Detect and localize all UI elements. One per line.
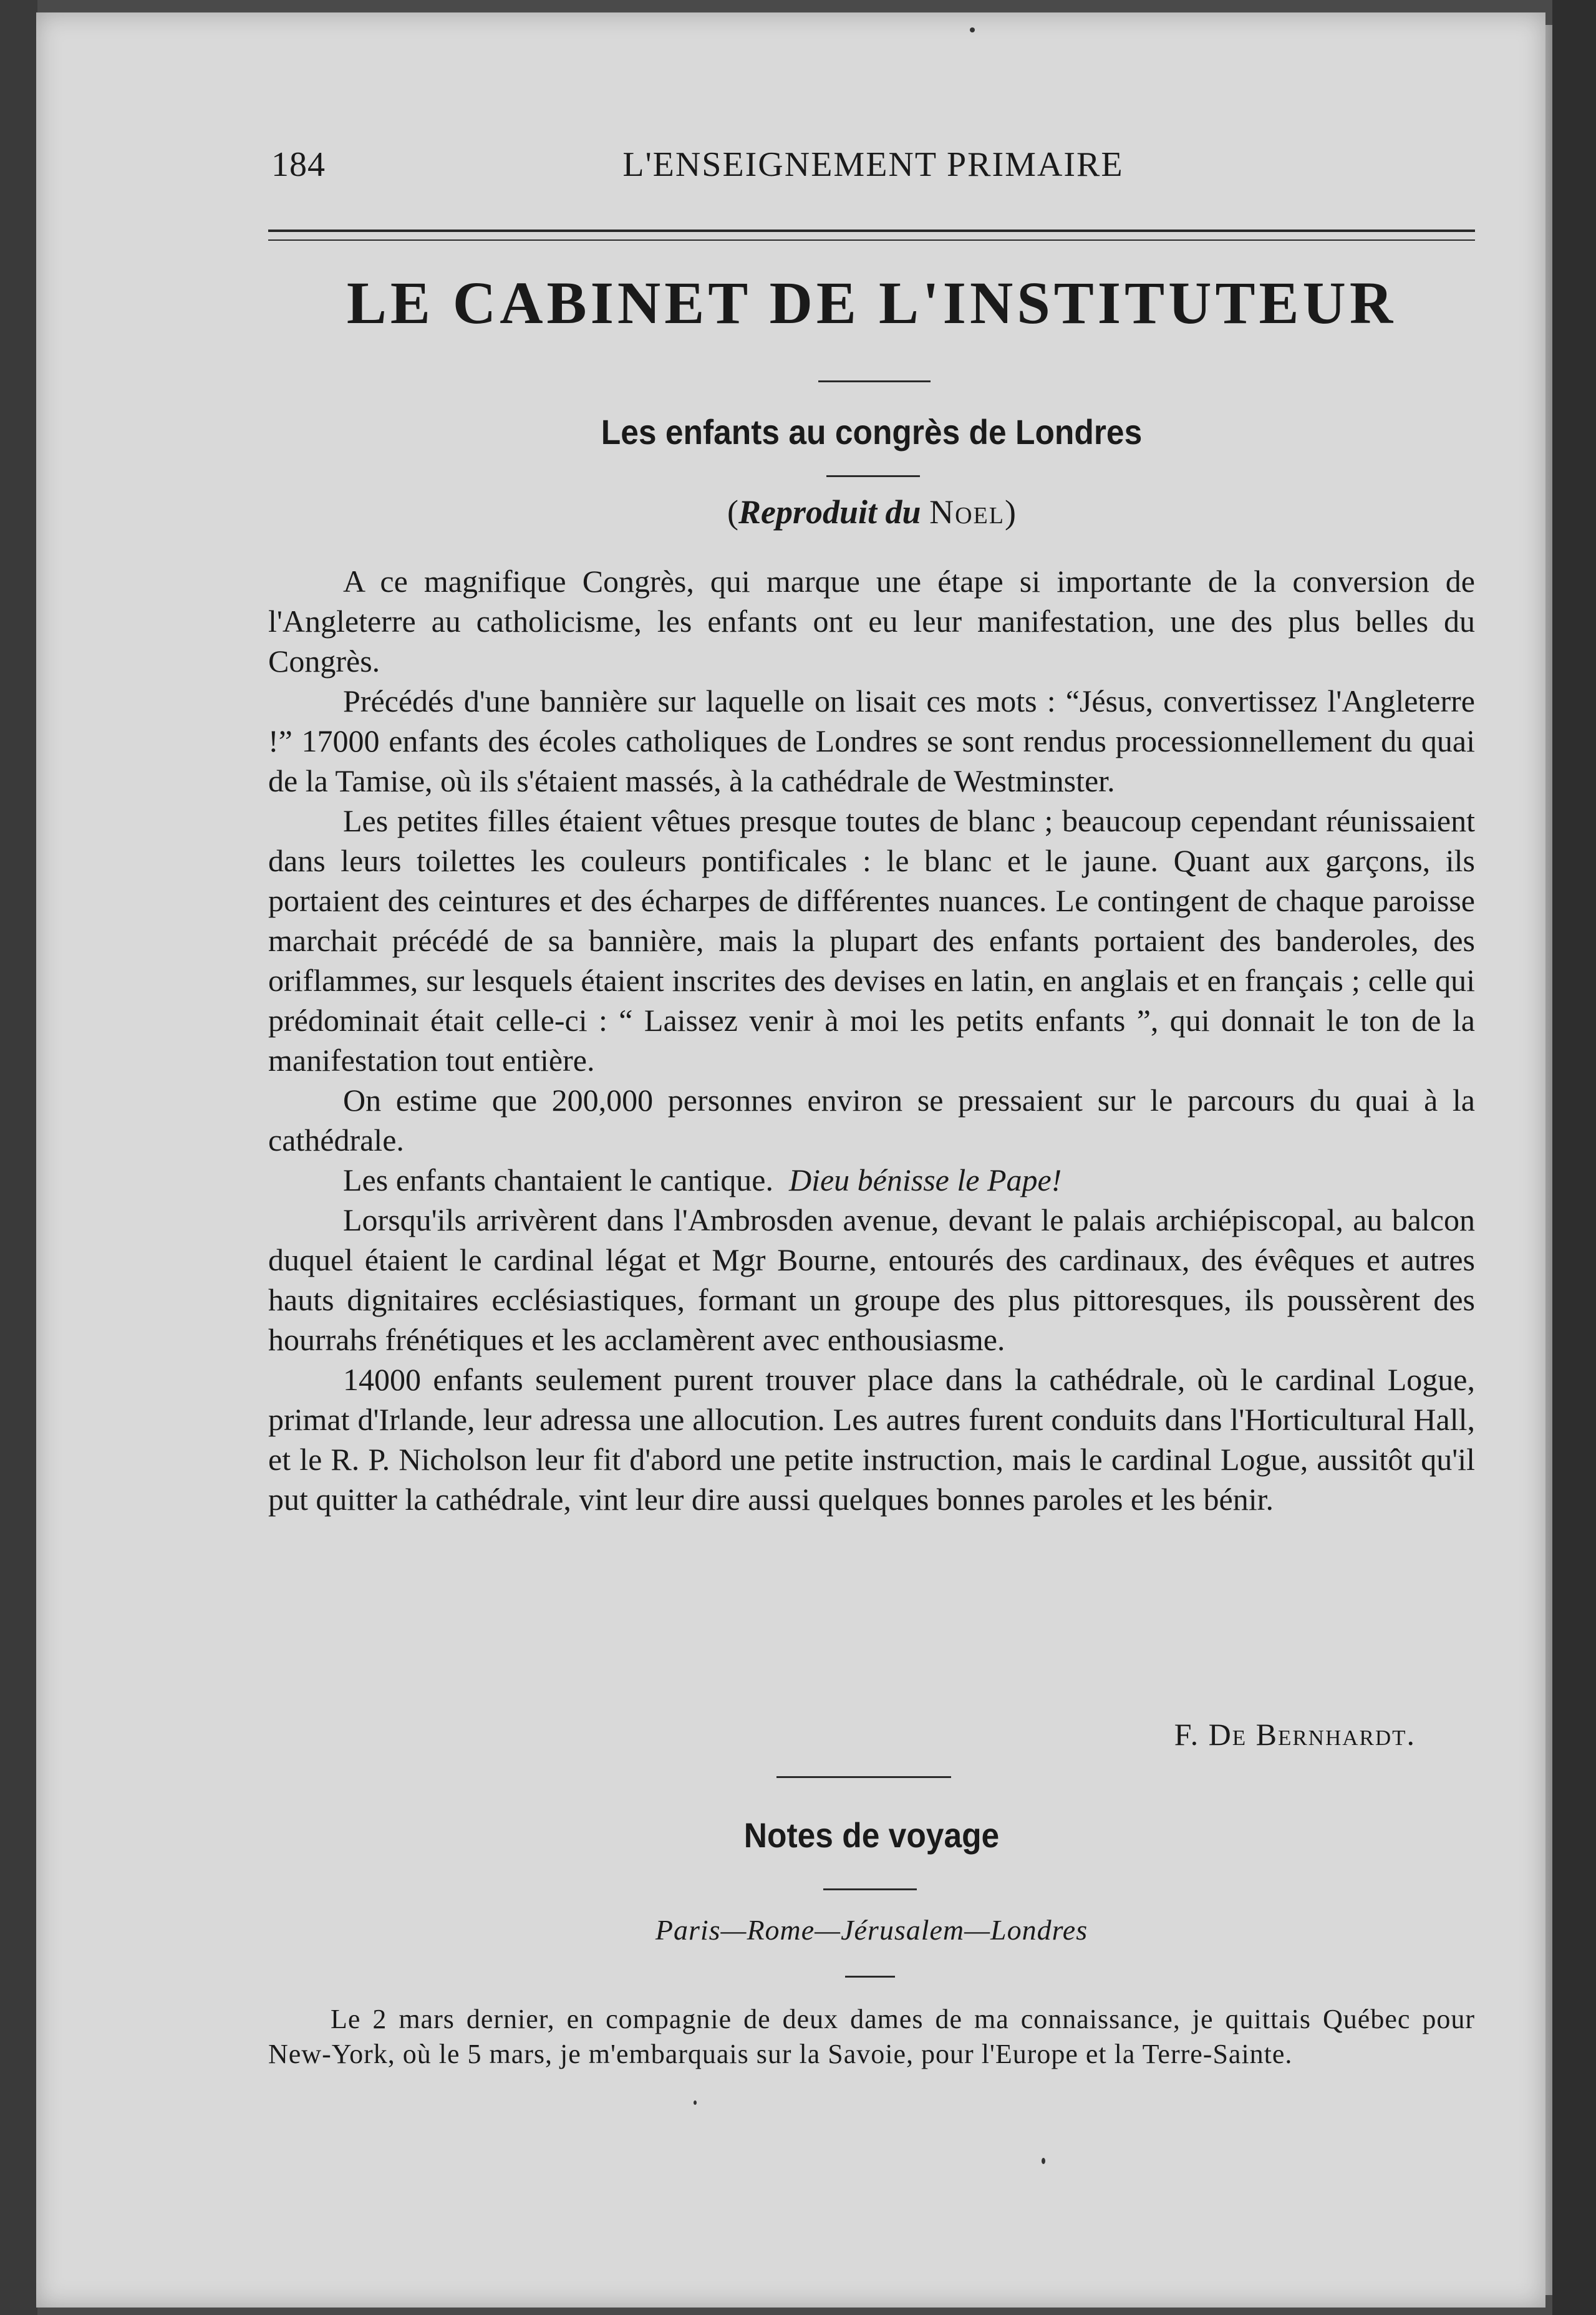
paragraph: Précédés d'une bannière sur laquelle on lisait ces mots : “Jésus, convertissez l'Angleterre !” 17000 enfants des écoles catholiques de Londres se sont rendus processionnellement du quai de la Tamise, où ils s'étaient massés, à la cathédrale de Westminster. xyxy=(268,684,1475,798)
article-separator xyxy=(776,1776,951,1778)
subtitle-divider xyxy=(826,475,920,477)
source-open: ( xyxy=(727,493,739,531)
title-divider xyxy=(818,380,931,382)
scan-speck xyxy=(970,27,975,32)
chant-title: Dieu bénisse le Pape! xyxy=(788,1162,1062,1197)
paragraph: Les petites filles étaient vêtues presque toutes de blanc ; beaucoup cependant réunissaient dans leurs toilettes les couleurs pontificales : le blanc et le jaune. Quant aux garçons, ils portaient des ceintures et des écharpes de différentes nuances. Le contingent de chaque paroisse marchait précédé de sa bannière, mais la plupart des enfants portaient des banderoles, des oriflammes, sur lesquels étaient inscrites des devises en latin, en anglais et en français ; celle qui prédominait était celle-ci : “ Laissez venir à moi les petits enfants ”, qui donnait le ton de la manifestation tout entière. xyxy=(268,803,1475,1078)
paragraph-chant xyxy=(268,1160,1475,1200)
author-signature: F. De Bernhardt. xyxy=(1174,1717,1416,1752)
article2-body xyxy=(268,2002,1475,2072)
route-divider xyxy=(845,1976,895,1978)
paragraph: 14000 enfants seulement purent trouver place dans la cathédrale, où le cardinal Logue, primat d'Irlande, leur adressa une allocution. Les autres furent conduits dans l'Horticultural Hall, et le R. P. Nicholson leur fit d'abord une petite instruction, mais le cardinal Logue, aussitôt qu'il put quitter la cathédrale, vint leur dire aussi quelques bonnes paroles et les bénir. xyxy=(268,1362,1475,1517)
source-italic: Reproduit du xyxy=(738,493,921,531)
source-close: ) xyxy=(1004,493,1016,531)
article-source xyxy=(268,493,1475,531)
scan-speck xyxy=(694,2100,697,2105)
article2-title: Notes de voyage xyxy=(743,1815,1000,1855)
travel-route: Paris—Rome—Jérusalem—Londres xyxy=(655,1914,1088,1946)
header-double-rule xyxy=(268,230,1475,241)
paragraph: Lorsqu'ils arrivèrent dans l'Ambrosden avenue, devant le palais archiépiscopal, au balcon duquel étaient le cardinal légat et Mgr Bourne, entourés des cardinaux, des évêques et autres hauts dignitaires ecclésiastiques, formant un groupe des plus pittoresques, ils poussèrent des hourrahs frénétiques et les acclamèrent avec enthousiasme. xyxy=(268,1202,1475,1357)
section-title: LE CABINET DE L'INSTITUTEUR xyxy=(346,269,1397,336)
scan-border-left xyxy=(0,0,37,2315)
page-number: 184 xyxy=(271,145,326,184)
paragraph: A ce magnifique Congrès, qui marque une étape si importante de la conversion de l'Angleterre au catholicisme, les enfants ont eu leur manifestation, une des plus belles du Congrès. xyxy=(268,564,1475,679)
chant-text: Les enfants chantaient le cantique. xyxy=(343,1162,773,1197)
paragraph: On estime que 200,000 personnes environ se pressaient sur le parcours du quai à la cathédrale. xyxy=(268,1083,1475,1158)
running-head xyxy=(271,145,1475,188)
journal-title: L'ENSEIGNEMENT PRIMAIRE xyxy=(622,145,1124,184)
source-name: Noel xyxy=(929,493,1005,531)
scan-speck xyxy=(1042,2158,1045,2164)
article-body xyxy=(268,561,1475,1519)
article-title: Les enfants au congrès de Londres xyxy=(601,412,1143,452)
article2-title-divider xyxy=(823,1888,917,1890)
paragraph: Le 2 mars dernier, en compagnie de deux dames de ma connaissance, je quittais Québec pour New-York, où le 5 mars, je m'embarquais sur la Savoie, pour l'Europe et la Terre-Sainte. xyxy=(268,2004,1475,2069)
scan-border-right xyxy=(1552,0,1596,2315)
